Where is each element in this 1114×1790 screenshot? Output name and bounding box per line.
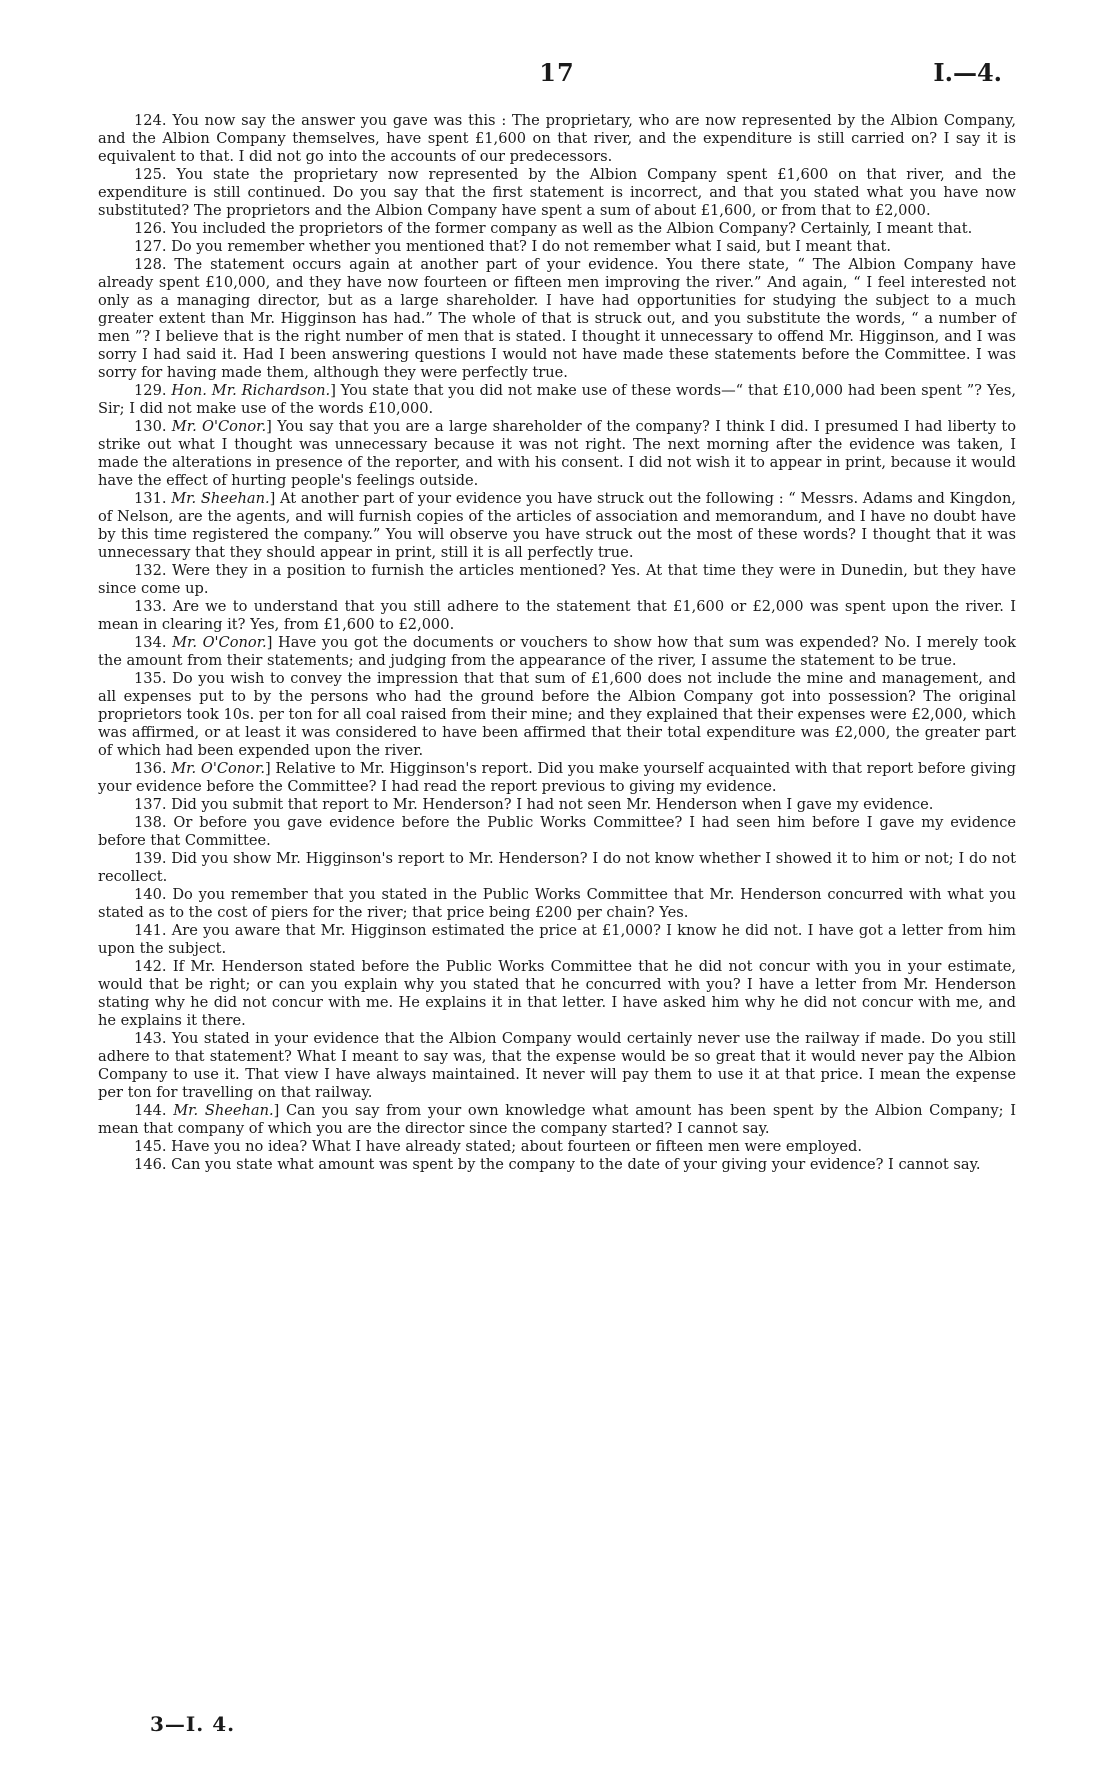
speaker-bracket: ] [266, 418, 272, 435]
entry-text: Did you show Mr. Higginson's report to Mr. Henderson? I do not know whether I showed it to him or not; I do not recollect. [98, 850, 1016, 885]
question-entry [98, 958, 1016, 1030]
question-entry [98, 850, 1016, 886]
document-body [98, 112, 1016, 1174]
question-number: 138. [134, 814, 167, 831]
speaker-name: Mr. O'Conor. [171, 418, 267, 435]
speaker-name: Mr. O'Conor. [172, 634, 267, 651]
page-number: 17 [539, 58, 575, 87]
question-number: 143. [134, 1030, 167, 1047]
question-number: 139. [134, 850, 167, 867]
question-entry [98, 418, 1016, 490]
entry-text: Do you wish to convey the impression that that sum of £1,600 does not include the mine and management, and all expenses put to by the persons who had the ground before the Albion Company got into possession? The original proprietors took 10s. per ton for all coal raised from their mine; and they explained that their expenses were £2,000, which was affirmed, or at least it was considered to have been affirmed that their total expenditure was £2,000, the greater part of which had been expended upon the river. [98, 670, 1016, 759]
entry-text: Are you aware that Mr. Higginson estimated the price at £1,000? I know he did not. I have got a letter from him upon the subject. [98, 922, 1016, 957]
speaker-name: Mr. Sheehan. [171, 490, 270, 507]
question-number: 128. [134, 256, 167, 273]
speaker-name: Mr. Sheehan. [173, 1102, 274, 1119]
question-number: 133. [134, 598, 167, 615]
question-entry [98, 814, 1016, 850]
question-entry [98, 886, 1016, 922]
question-number: 129. [134, 382, 167, 399]
question-number: 130. [134, 418, 167, 435]
question-entry [98, 166, 1016, 220]
question-entry [98, 922, 1016, 958]
entry-text: Or before you gave evidence before the Public Works Committee? I had seen him before I gave my evidence before that Committee. [98, 814, 1017, 849]
question-entry [98, 760, 1016, 796]
entry-text: You stated in your evidence that the Albion Company would certainly never use the railway if made. Do you still adhere to that statement? What I meant to say was, that the expense would be so great that it would never pay the Albion Company to use it. That view I have always maintained. It never will pay them to use it at that price. I mean the expense per ton for travelling on that railway. [98, 1030, 1017, 1101]
question-number: 124. [134, 112, 167, 129]
speaker-bracket: ] [273, 1102, 280, 1119]
entry-text: Are we to understand that you still adhere to the statement that £1,600 or £2,000 was spent upon the river. I mean in clearing it? Yes, from £1,600 to £2,000. [98, 598, 1017, 633]
speaker-bracket: ] [269, 490, 276, 507]
entry-text: You state the proprietary now represented by the Albion Company spent £1,600 on that river, and the expenditure is still continued. Do you say that the first statement is incorrect, and that you stated what you have now substituted? The proprietors and the Albion Company have spent a sum of about £1,600, or from that to £2,000. [98, 166, 1017, 219]
entry-text: Have you got the documents or vouchers to show how that sum was expended? No. I merely took the amount from their statements; and judging from the appearance of the river, I assume the statement to be true. [98, 634, 1017, 669]
speaker-name: Hon. Mr. Richardson. [171, 382, 331, 399]
question-entry [98, 220, 1016, 238]
question-number: 142. [134, 958, 167, 975]
page-reference: I.—4. [933, 58, 1002, 87]
question-entry [98, 670, 1016, 760]
printer-signature: 3—I. 4. [150, 1712, 236, 1736]
entry-text: Do you remember whether you mentioned that? I do not remember what I said, but I meant that. [171, 238, 892, 255]
question-entry [98, 256, 1016, 382]
question-number: 127. [134, 238, 167, 255]
speaker-bracket: ] [266, 634, 273, 651]
question-number: 144. [134, 1102, 167, 1119]
question-entry [98, 1030, 1016, 1102]
entry-text: Can you state what amount was spent by the company to the date of your giving your evidence? I cannot say. [171, 1156, 981, 1173]
entry-text: Can you say from your own knowledge what amount has been spent by the Albion Company; I mean that company of which you are the director since the company started? I cannot say. [98, 1102, 1017, 1137]
entry-text: You say that you are a large shareholder of the company? I think I did. I presumed I had liberty to strike out what I thought was unnecessary because it was not right. The next morning after the evidence was taken, I made the alterations in presence of the reporter, and with his consent. I did not wish it to appear in print, because it would have the effect of hurting people's feelings outside. [98, 418, 1017, 489]
entry-text: At another part of your evidence you have struck out the following : “ Messrs. Adams and Kingdon, of Nelson, are the agents, and will furnish copies of the articles of association and memorandum, and I have no doubt have by this time registered the company.” You will observe you have struck out the most of these words? I thought that it was unnecessary that they should appear in print, still it is all perfectly true. [98, 490, 1016, 561]
question-number: 134. [134, 634, 167, 651]
entry-text: You now say the answer you gave was this : The proprietary, who are now represented by the Albion Company, and the Albion Company themselves, have spent £1,600 on that river, and the expenditure is still carried on? I say it is equivalent to that. I did not go into the accounts of our predecessors. [98, 112, 1016, 165]
question-entry [98, 796, 1016, 814]
speaker-bracket: ] [330, 382, 336, 399]
question-entry [98, 634, 1016, 670]
question-number: 145. [134, 1138, 167, 1155]
question-entry [98, 238, 1016, 256]
entry-text: Were they in a position to furnish the articles mentioned? Yes. At that time they were in Dunedin, but they have since come up. [98, 562, 1016, 597]
question-entry [98, 382, 1016, 418]
question-number: 141. [134, 922, 167, 939]
question-number: 135. [134, 670, 167, 687]
entry-text: Do you remember that you stated in the Public Works Committee that Mr. Henderson concurred with what you stated as to the cost of piers for the river; that price being £200 per chain? Yes. [98, 886, 1016, 921]
entry-text: You state that you did not make use of these words—“ that £10,000 had been spent ”? Yes, Sir; I did not make use of the words £10,000. [98, 382, 1016, 417]
question-number: 131. [134, 490, 167, 507]
question-number: 137. [134, 796, 167, 813]
question-number: 132. [134, 562, 167, 579]
question-number: 146. [134, 1156, 167, 1173]
entry-text: Relative to Mr. Higginson's report. Did you make yourself acquainted with that report before giving your evidence before the Committee? I had read the report previous to giving my evidence. [98, 760, 1016, 795]
speaker-bracket: ] [264, 760, 271, 777]
speaker-name: Mr. O'Conor. [171, 760, 265, 777]
question-entry [98, 112, 1016, 166]
question-entry [98, 1138, 1016, 1156]
question-number: 136. [134, 760, 167, 777]
question-entry [98, 490, 1016, 562]
question-entry [98, 1102, 1016, 1138]
question-number: 125. [134, 166, 167, 183]
entry-text: If Mr. Henderson stated before the Public Works Committee that he did not concur with you in your estimate, would that be right; or can you explain why you stated that he concurred with you? I have a letter from Mr. Henderson stating why he did not concur with me. He explains it in that letter. I have asked him why he did not concur with me, and he explains it there. [98, 958, 1016, 1029]
question-entry [98, 1156, 1016, 1174]
page-header [0, 58, 1114, 88]
question-entry [98, 598, 1016, 634]
entry-text: You included the proprietors of the former company as well as the Albion Company? Certainly, I meant that. [171, 220, 973, 237]
entry-text: The statement occurs again at another part of your evidence. You there state, “ The Albion Company have already spent £10,000, and they have now fourteen or fifteen men improving the river.” And again, “ I feel interested not only as a managing director, but as a large shareholder. I have had opportunities for studying the subject to a much greater extent than Mr. Higginson has had.” The whole of that is struck out, and you substitute the words, “ a number of men ”? I believe that is the right number of men that is stated. I thought it unnecessary to offend Mr. Higginson, and I was sorry I had said it. Had I been answering questions I would not have made these statements before the Committee. I was sorry for having made them, although they were perfectly true. [98, 256, 1017, 381]
entry-text: Have you no idea? What I have already stated; about fourteen or fifteen men were employed. [171, 1138, 862, 1155]
entry-text: Did you submit that report to Mr. Henderson? I had not seen Mr. Henderson when I gave my evidence. [171, 796, 934, 813]
question-number: 140. [134, 886, 167, 903]
question-entry [98, 562, 1016, 598]
question-number: 126. [134, 220, 167, 237]
